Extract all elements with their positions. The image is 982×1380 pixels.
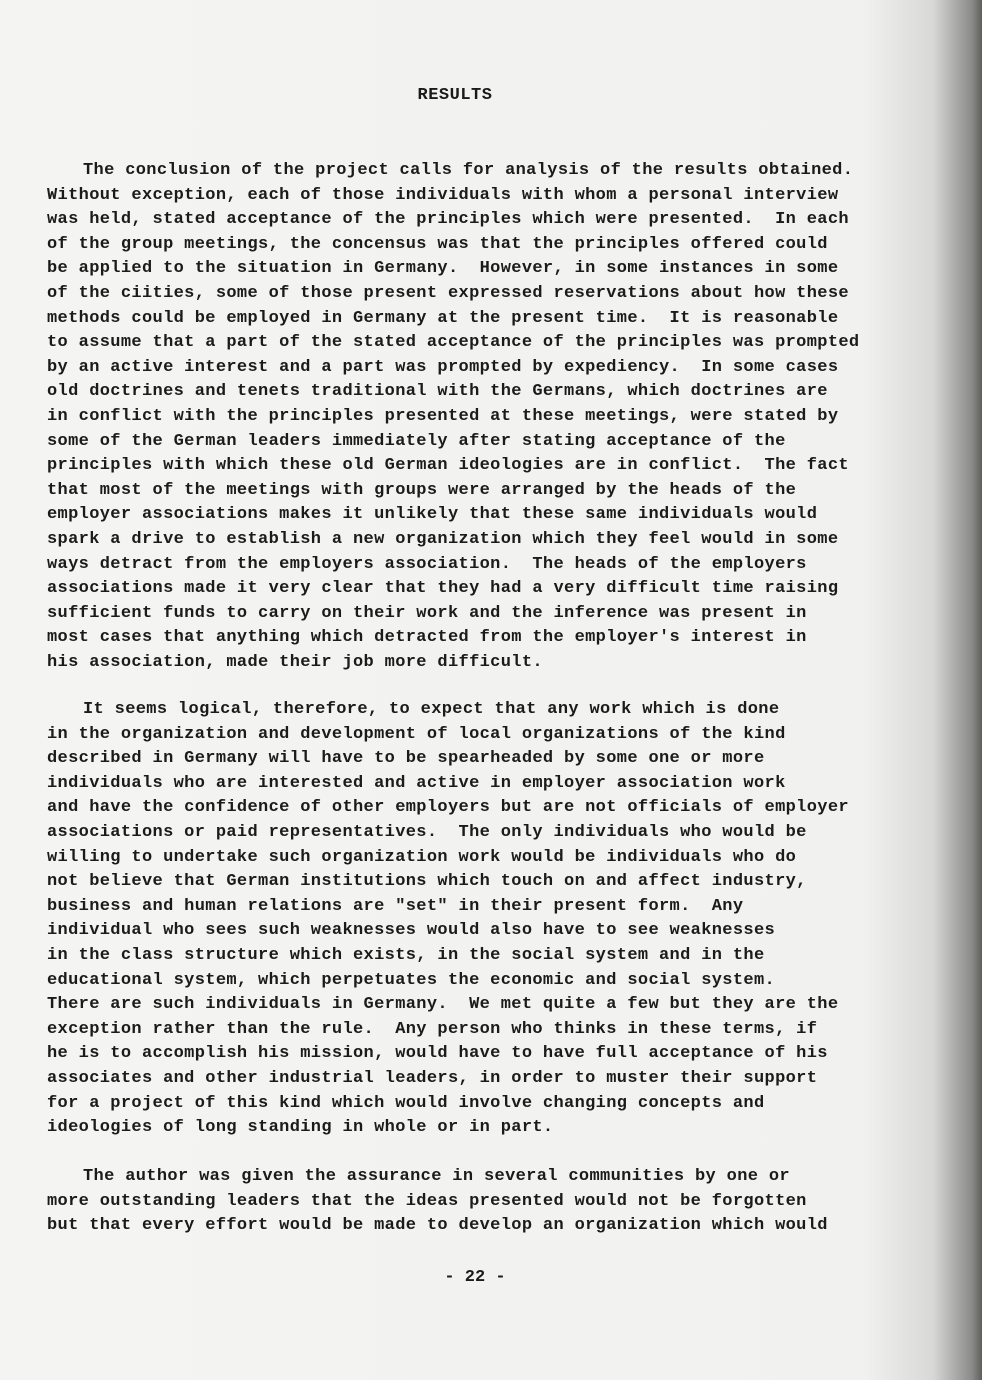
text-line: and have the confidence of other employers but are not officials of employer [47,798,849,818]
text-line: methods could be employed in Germany at the present time. It is reasonable [47,308,839,328]
text-line: that most of the meetings with groups were arranged by the heads of the [47,480,797,500]
text-line: willing to undertake such organization work would be individuals who do [47,847,797,867]
text-line: associations or paid representatives. The only individuals who would be [47,823,807,842]
text-line: associations made it very clear that they had a very difficult time raising [47,579,839,599]
text-line: for a project of this kind which would involve changing concepts and [47,1093,765,1113]
text-line: ways detract from the employers association. The heads of the employers [47,554,807,574]
page-heading: RESULTS [417,86,493,105]
text-line: The conclusion of the project calls for analysis of the results obtained. [83,161,854,180]
text-line: individuals who are interested and active in employer association work [47,773,786,793]
text-line: employer associations makes it unlikely that these same individuals would [47,505,818,525]
text-line: by an active interest and a part was prompted by expediency. In some cases [47,357,839,377]
text-line: The author was given the assurance in several communities by one or [83,1167,790,1186]
text-line: of the group meetings, the concensus was that the principles offered could [47,234,828,254]
text-line: spark a drive to establish a new organization which they feel would in some [47,530,839,549]
text-line: his association, made their job more difficult. [47,653,543,672]
text-line: business and human relations are "set" in their present form. Any [47,896,744,916]
text-line: most cases that anything which detracted from the employer's interest in [47,628,807,648]
text-line: described in Germany will have to be spearheaded by some one or more [47,749,765,769]
text-line: Without exception, each of those individuals with whom a personal interview [47,185,839,205]
text-line: was held, stated acceptance of the principles which were presented. In each [47,210,849,230]
text-line: not believe that German institutions which touch on and affect industry, [47,872,807,892]
text-line: ideologies of long standing in whole or in part. [47,1118,554,1138]
text-line: in conflict with the principles presented at these meetings, were stated by [47,407,839,426]
text-line: There are such individuals in Germany. We met quite a few but they are the [47,995,839,1015]
text-line: he is to accomplish his mission, would have to have full acceptance of his [47,1044,828,1064]
text-line: principles with which these old German ideologies are in conflict. The fact [47,456,849,476]
text-line: be applied to the situation in Germany. However, in some instances in some [47,259,839,279]
text-line: sufficient funds to carry on their work and the inference was present in [47,603,807,623]
text-line: of the ciities, some of those present expressed reservations about how these [47,284,849,303]
text-line: educational system, which perpetuates the economic and social system. [47,970,776,990]
text-line: more outstanding leaders that the ideas presented would not be forgotten [47,1191,807,1211]
text-line: associates and other industrial leaders, in order to muster their support [47,1069,818,1088]
text-line: to assume that a part of the stated acceptance of the principles was prompted [47,333,860,353]
text-line: some of the German leaders immediately after stating acceptance of the [47,431,786,451]
text-line: exception rather than the rule. Any person who thinks in these terms, if [47,1019,818,1039]
text-line: old doctrines and tenets traditional with the Germans, which doctrines are [47,382,828,402]
text-line: It seems logical, therefore, to expect that any work which is done [83,700,780,719]
text-line: but that every effort would be made to develop an organization which would [47,1216,828,1236]
text-line: in the organization and development of local organizations of the kind [47,724,786,744]
page-number: - 22 - [444,1268,506,1287]
text-line: individual who sees such weaknesses would also have to see weaknesses [47,921,776,941]
text-line: in the class structure which exists, in the social system and in the [47,946,765,965]
